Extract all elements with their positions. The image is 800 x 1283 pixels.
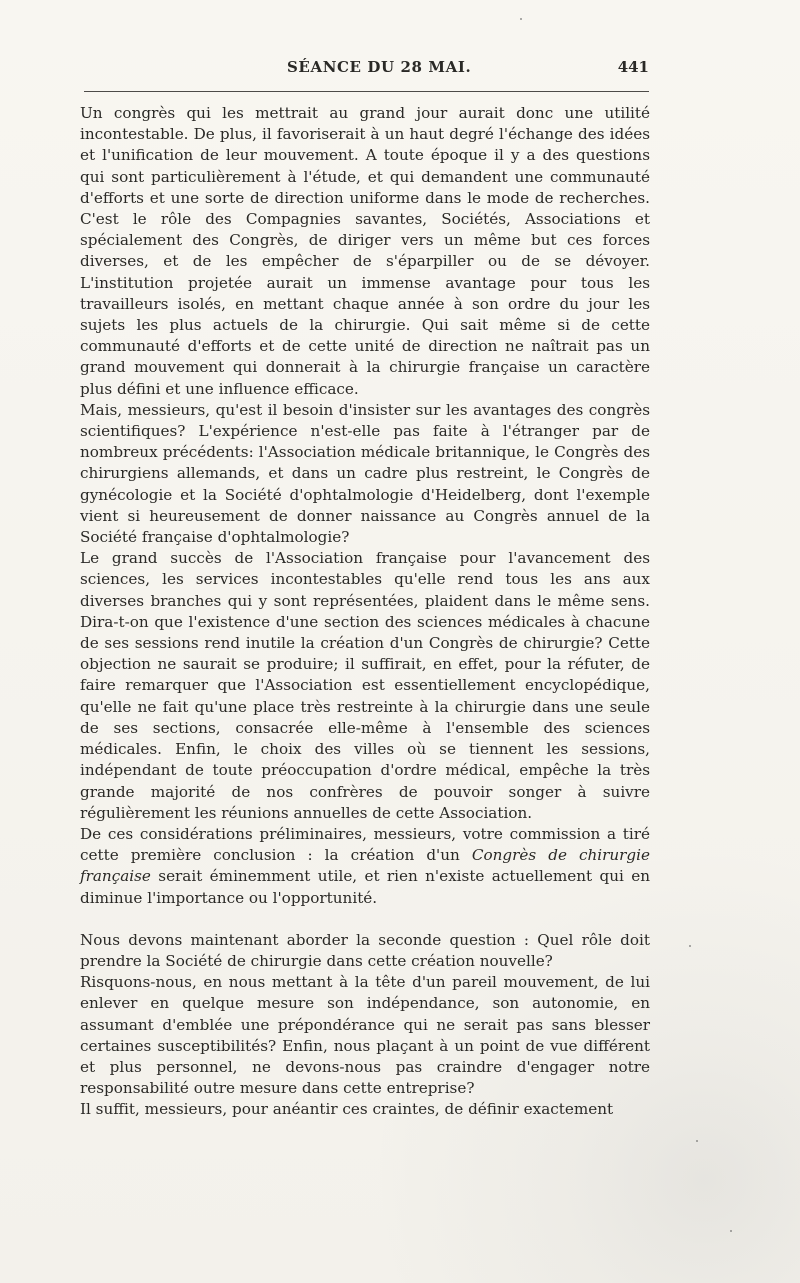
page-header bbox=[82, 58, 649, 88]
paper-speck bbox=[696, 1140, 698, 1142]
paragraph-4-lead: De ces considérations préliminaires, messieurs, votre commission a tiré cette première conclusion : la création d'un bbox=[80, 824, 650, 865]
paper-speck bbox=[689, 945, 691, 947]
paragraph-4 bbox=[80, 824, 650, 909]
header-rule bbox=[84, 91, 649, 92]
page-number: 441 bbox=[617, 58, 649, 76]
paragraph-2: Mais, messieurs, qu'est il besoin d'insister sur les avantages des congrès scientifiques? L'expérience n'est-elle pas faite à l'étranger par de nombreux précédents: l'Association médicale britannique, le Congrès des chirurgiens allemands, et dans un cadre plus restreint, le Congrès de gynécologie et la Société d'ophtalmologie d'Heidelberg, dont l'exemple vient si heureusement de donner naissance au Congrès annuel de la Société française d'ophtalmologie? bbox=[80, 400, 650, 547]
body-text bbox=[80, 103, 650, 1121]
paper-speck bbox=[520, 18, 522, 20]
paragraph-1: Un congrès qui les mettrait au grand jour aurait donc une utilité incontestable. De plus, il favoriserait à un haut degré l'échange des idées et l'unification de leur mouvement. A toute époque il y a des questions qui sont particulièrement à l'étude, et qui demandent une communauté d'efforts et une sorte de direction uniforme dans le mode de recherches. C'est le rôle des Compagnies savantes, Sociétés, Associations et spécialement des Congrès, de diriger vers un même but ces forces diverses, et de les empêcher de s'éparpiller ou de se dévoyer. L'institution projetée aurait un immense avantage pour tous les travailleurs isolés, en mettant chaque année à son ordre du jour les sujets les plus actuels de la chirurgie. Qui sait même si de cette communauté d'efforts et de cette unité de direction ne naîtrait pas un grand mouvement qui donnerait à la chirurgie française un caractère plus défini et une influence efficace. bbox=[80, 104, 650, 398]
header-title: SÉANCE DU 28 MAI. bbox=[287, 58, 472, 76]
paragraph-3: Le grand succès de l'Association française pour l'avancement des sciences, les services incontestables qu'elle rend tous les ans aux diverses branches qui y sont représentées, plaident dans le même sens. Dira-t-on que l'existence d'une section des sciences médicales à chacune de ses sessions rend inutile la création d'un Congrès de chirurgie? Cette objection ne saurait se produire; il suffirait, en effet, pour la réfuter, de faire remarquer que l'Association est essentiellement encyclopédique, qu'elle ne fait qu'une place très restreinte à la chirurgie dans une seule de ses sections, consacrée elle-même à l'ensemble des sciences médicales. Enfin, le choix des villes où se tiennent les sessions, indépendant de toute préoccupation d'ordre médical, empêche la très grande majorité de nos confrères de pouvoir songer à suivre régulièrement les réunions annuelles de cette Association. bbox=[80, 549, 650, 822]
paragraph-4-tail: serait éminemment utile, et rien n'existe actuellement qui en diminue l'importance ou l'opportunité. bbox=[80, 867, 650, 907]
paper-speck bbox=[730, 1230, 732, 1232]
paragraph-7: Il suffit, messieurs, pour anéantir ces craintes, de définir exactement bbox=[80, 1100, 614, 1119]
section-gap bbox=[80, 909, 650, 930]
paragraph-5: Nous devons maintenant aborder la seconde question : Quel rôle doit prendre la Société de chirurgie dans cette création nouvelle? bbox=[80, 930, 650, 970]
paragraph-6: Risquons-nous, en nous mettant à la tête d'un pareil mouvement, de lui enlever en quelque mesure son indépendance, son autonomie, en assumant d'emblée une prépondérance qui ne serait pas sans blesser certaines susceptibilités? Enfin, nous plaçant à un point de vue différent et plus personnel, ne devons-nous pas craindre d'engager notre responsabilité outre mesure dans cette entreprise? bbox=[80, 973, 650, 1098]
paragraph-4-italic: Congrès de chirurgie française bbox=[80, 846, 650, 886]
